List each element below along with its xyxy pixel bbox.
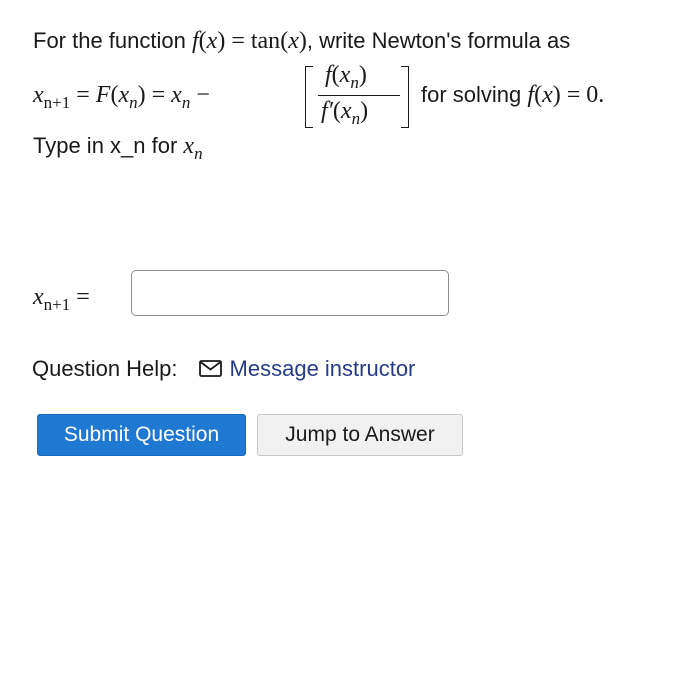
question-intro-continuation: , write Newton's formula as — [306, 28, 571, 53]
instruction-text: Type in x_n for — [33, 133, 184, 158]
function-expression: f(x) = tan(x) — [191, 28, 307, 54]
question-help-label: Question Help: — [32, 356, 178, 381]
answer-label: $x_{n+1}$ = — [33, 284, 90, 314]
question-help — [32, 356, 415, 382]
question-line-1 — [33, 28, 570, 55]
jump-to-answer-button[interactable]: Jump to Answer — [257, 414, 463, 456]
fraction-numerator: $f(x_n)$ — [325, 62, 367, 92]
left-bracket — [305, 66, 313, 128]
mail-icon[interactable] — [198, 358, 224, 380]
question-instruction — [33, 133, 203, 163]
question-intro-text: For the function — [33, 28, 192, 53]
formula-lhs: $x_{n+1} = F(x_n) = x_n$ − — [33, 82, 210, 112]
instruction-variable: $x_n$ — [183, 133, 203, 163]
newton-formula — [33, 62, 683, 132]
answer-input[interactable] — [131, 270, 449, 316]
right-bracket — [401, 66, 409, 128]
fraction-denominator: $f'(x_n)$ — [321, 98, 369, 128]
formula-suffix: for solving f(x) = 0. — [421, 82, 605, 108]
fraction-bar — [318, 95, 400, 96]
message-instructor-link[interactable]: Message instructor — [229, 356, 416, 381]
submit-question-button[interactable]: Submit Question — [37, 414, 246, 456]
